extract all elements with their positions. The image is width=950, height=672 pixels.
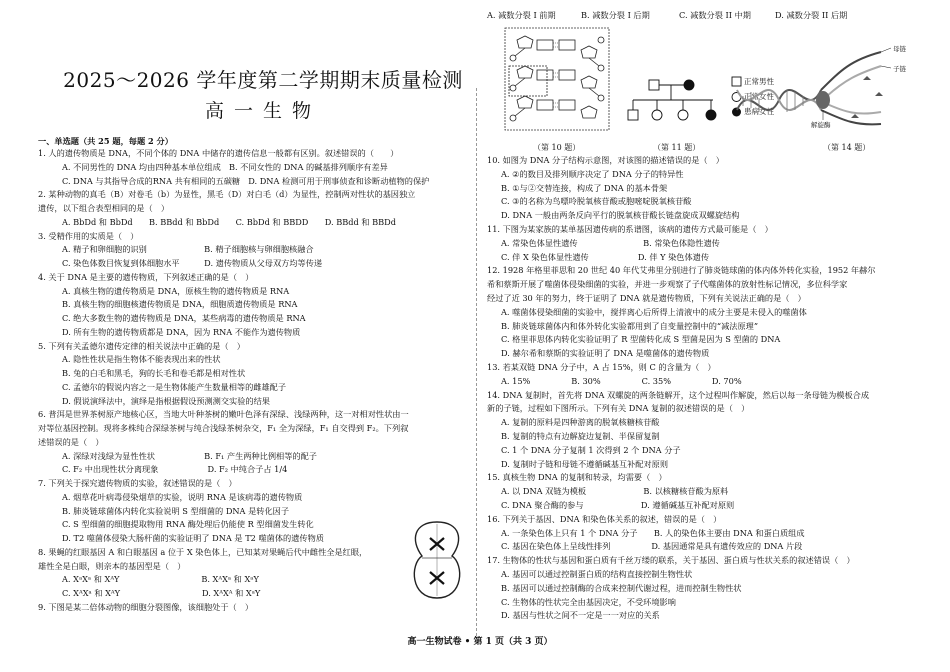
dna-label-parent-strand: 母链 bbox=[893, 45, 906, 53]
question-text: 1. 人的遗传物质是 DNA，不同个体的 DNA 中储存的遗传信息一般都有区别。叙述错误的（ ） bbox=[38, 148, 399, 158]
question-text: 10. 如图为 DNA 分子结构示意图，对该图的描述错误的是（ ） bbox=[487, 155, 724, 165]
answer-option: C. 生物体的性状完全由基因决定，不受环境影响 bbox=[501, 596, 676, 607]
question-text: 17. 生物体的性状与基因和蛋白质有千丝万缕的联系，关于基因、蛋白质与性状关系的叙述错误（ ） bbox=[487, 555, 855, 566]
question-text: 13. 若某双链 DNA 分子中，A 占 15%，则 C 的含量为（ ） bbox=[487, 362, 716, 372]
answer-option: D. 基因与性状之间不一定是一一对应的关系 bbox=[501, 610, 660, 621]
q9-option-c: C. 减数分裂 II 中期 bbox=[679, 10, 751, 20]
answer-option: B. 真核生物的细胞核遗传物质是 DNA，细胞质遗传物质是 RNA bbox=[62, 299, 298, 310]
answer-option: A. 隐性性状是指生物体不能表现出来的性状 bbox=[62, 354, 221, 365]
answer-option: B. ①与②交替连接，构成了 DNA 的基本骨架 bbox=[501, 182, 668, 193]
question-text: 述错误的是（ ） bbox=[38, 436, 104, 447]
answer-option: C. XᴬXᵃ 和 XᴬY D. XᴬXᴬ 和 XᵃY bbox=[62, 588, 261, 598]
question-text: 2. 某种动物的真毛（B）对卷毛（b）为显性，黑毛（D）对白毛（d）为显性，控制两对性状的基因独立 bbox=[38, 189, 416, 200]
question-text: 14. DNA 复制时，首先将 DNA 双螺旋的两条链解开，这个过程叫作解旋，然后以每一条母链为模板合成 bbox=[487, 389, 870, 400]
question-text: 11. 下图为某家族的某单基因遗传病的系谱图，该病的遗传方式最可能是（ ） bbox=[487, 224, 773, 234]
answer-option: D. DNA 一般由两条反向平行的脱氧核苷酸长链盘旋成双螺旋结构 bbox=[501, 210, 740, 221]
legend-affected-female: 患病女性 bbox=[744, 107, 774, 116]
question-text: 8. 果蝇的红眼基因 A 和白眼基因 a 位于 X 染色体上，已知某对果蝇后代中雌性全是红眼， bbox=[38, 546, 368, 557]
answer-option: A. 常染色体显性遗传 B. 常染色体隐性遗传 bbox=[501, 237, 720, 248]
exam-title: 2025～2026 学年度第二学期期末质量检测 bbox=[63, 68, 463, 92]
question-text: 6. 普洱是世界茶树原产地核心区，当地大叶种茶树的嫩叶色泽有深绿、浅绿两种，这一对相对性状由一 bbox=[38, 409, 409, 420]
question-text: 5. 下列有关孟德尔遗传定律的相关说法中正确的是（ ） bbox=[38, 340, 245, 351]
answer-option: C. 伴 X 染色体显性遗传 D. 伴 Y 染色体遗传 bbox=[501, 251, 710, 262]
question-text: 新的子链，过程如下图所示。下列有关 DNA 复制的叙述错误的是（ ） bbox=[487, 403, 750, 414]
dna-label-helicase: 解旋酶 bbox=[811, 121, 831, 129]
answer-option: C. 染色体数目恢复到体细胞水平 D. 遗传物质从父母双方均等传递 bbox=[62, 258, 323, 268]
page-footer: 高一生物试卷 • 第 1 页（共 3 页） bbox=[407, 637, 553, 647]
answer-option: A. 精子和卵细胞的识别 B. 精子细胞核与卵细胞核融合 bbox=[62, 244, 314, 255]
legend-normal-male: 正常男性 bbox=[744, 77, 774, 86]
answer-option: C. F₂ 中出现性状分离现象 D. F₂ 中纯合子占 1/4 bbox=[62, 464, 288, 475]
answer-option: C. ③的名称为鸟嘌呤脱氧核苷酸或胞嘧啶脱氧核苷酸 bbox=[501, 196, 692, 207]
q9-option-b: B. 减数分裂 I 后期 bbox=[581, 10, 650, 20]
answer-option: A. 真核生物的遗传物质是 DNA，原核生物的遗传物质是 RNA bbox=[62, 285, 290, 296]
answer-option: A. BbDd 和 BbDd B. BBdd 和 BbDd C. BbDd 和 BBDD D. BBdd 和 BBDd bbox=[62, 216, 396, 227]
answer-option: B. 肺炎链球菌体内转化实验说明 S 型细菌的 DNA 是转化因子 bbox=[62, 505, 290, 516]
q9-option-d: D. 减数分裂 II 后期 bbox=[775, 10, 848, 20]
answer-option: C. 孟德尔的假说内容之一是生物体能产生数量相等的雌雄配子 bbox=[62, 381, 287, 392]
legend-normal-female: 正常女性 bbox=[744, 92, 774, 101]
answer-option: A. 一条染色体上只有 1 个 DNA 分子 B. 人的染色体主要由 DNA 和蛋白质组成 bbox=[501, 527, 805, 538]
answer-option: A. 不同男性的 DNA 均由四种基本单位组成 B. 不同女性的 DNA 的碱基排列顺序有差异 bbox=[62, 161, 388, 172]
subject-title: 高一生物 bbox=[204, 100, 321, 122]
answer-option: C. 1 个 DNA 分子复制 1 次得到 2 个 DNA 分子 bbox=[501, 444, 681, 455]
answer-option: C. S 型细菌的细胞提取物用 RNA 酶处理后仍能使 R 型细菌发生转化 bbox=[62, 519, 314, 530]
answer-option: D. 假说演绎法中，演绎是指根据假设预测测交实验的结果 bbox=[62, 395, 270, 406]
question-text: 3. 受精作用的实质是（ ） bbox=[38, 230, 139, 241]
answer-option: A. ②的数目及排列顺序决定了 DNA 分子的特异性 bbox=[501, 168, 684, 179]
question-text: 12. 1928 年格里菲思和 20 世纪 40 年代艾弗里分别进行了肺炎链球菌的体内体外转化实验，1952 年赫尔 bbox=[487, 265, 876, 276]
answer-option: D. T2 噬菌体侵染大肠杆菌的实验证明了 DNA 是 T2 噬菌体的遗传物质 bbox=[62, 533, 324, 543]
answer-option: C. DNA 与其指导合成的RNA 共有相同的五碳糖 D. DNA 检测可用于刑事侦查和诊断动植物的保护 bbox=[62, 175, 430, 186]
answer-option: C. 基因在染色体上呈线性排列 D. 基因通常是具有遗传效应的 DNA 片段 bbox=[501, 541, 803, 552]
answer-option: C. 格里菲思体内转化实验证明了 R 型菌转化成 S 型菌是因为 S 型菌的 DNA bbox=[501, 334, 781, 345]
question-text: 对等位基因控制。现将多株纯合深绿茶树与纯合浅绿茶树杂交，F₁ 全为深绿，F₁ 自交得到 F₂。下列叙 bbox=[38, 423, 409, 433]
answer-option: D. 所有生物的遗传物质都是 DNA，因为 RNA 不能作为遗传物质 bbox=[62, 326, 301, 337]
figure-caption-q10: （第 10 题） bbox=[533, 143, 581, 152]
question-text: 15. 真核生物 DNA 的复制和转录，均需要（ ） bbox=[487, 472, 667, 483]
answer-option: B. 基因可以通过控制酶的合成来控制代谢过程，进而控制生物性状 bbox=[501, 582, 742, 593]
question-text: 雄性全是白眼，则亲本的基因型是（ ） bbox=[38, 560, 186, 571]
figure-caption-q11: （第 11 题） bbox=[653, 143, 701, 152]
answer-option: D. 赫尔希和蔡斯的实验证明了 DNA 是噬菌体的遗传物质 bbox=[501, 348, 710, 359]
dna-label-daughter-strand: 子链 bbox=[893, 65, 906, 73]
answer-option: A. 基因可以通过控制蛋白质的结构直接控制生物性状 bbox=[501, 569, 693, 579]
dna-structure-figure bbox=[503, 26, 611, 134]
answer-option: A. 复制的原料是四种游离的脱氧核糖核苷酸 bbox=[501, 417, 660, 428]
answer-option: C. DNA 聚合酶的参与 D. 遵循碱基互补配对原则 bbox=[501, 500, 735, 510]
question-text: 9. 下图是某二倍体动物的细胞分裂图像，该细胞处于（ ） bbox=[38, 601, 254, 612]
question-text: 7. 下列关于探究遗传物质的实验，叙述错误的是（ ） bbox=[38, 478, 237, 488]
answer-option: C. 绝大多数生物的遗传物质是 DNA，某些病毒的遗传物质是 RNA bbox=[62, 313, 306, 323]
question-text: 经过了近 30 年的努力，终于证明了 DNA 就是遗传物质，下列有关说法正确的是（ ） bbox=[487, 293, 806, 303]
answer-option: B. 兔的白毛和黑毛，狗的长毛和卷毛都是相对性状 bbox=[62, 368, 246, 378]
question-text: 4. 关于 DNA 是主要的遗传物质，下列叙述正确的是（ ） bbox=[38, 271, 254, 282]
figure-caption-q14: （第 14 题） bbox=[823, 143, 871, 152]
answer-option: A. XᵃXᵃ 和 XᴬY B. XᴬXᵃ 和 XᵃY bbox=[62, 574, 259, 585]
answer-option: D. 复制时子链和母链不遵循碱基互补配对原则 bbox=[501, 458, 669, 469]
answer-option: A. 15% B. 30% C. 35% D. 70% bbox=[501, 375, 742, 386]
answer-option: B. 肺炎链球菌体内和体外转化实验都用到了自变量控制中的“减法原理” bbox=[501, 320, 759, 331]
answer-option: A. 深绿对浅绿为显性性状 B. F₁ 产生两种比例相等的配子 bbox=[62, 450, 317, 461]
answer-option: B. 复制的特点有边解旋边复制、半保留复制 bbox=[501, 431, 660, 441]
answer-option: A. 烟草花叶病毒侵染烟草的实验，说明 RNA 是该病毒的遗传物质 bbox=[62, 491, 303, 502]
cell-division-figure bbox=[408, 518, 466, 602]
section-heading: 一、单选题（共 25 题，每题 2 分） bbox=[38, 136, 173, 146]
pedigree-figure bbox=[625, 76, 725, 134]
question-text: 遗传，以下组合表型相同的是（ ） bbox=[38, 203, 170, 213]
answer-option: A. 以 DNA 双链为模板 B. 以核糖核苷酸为原料 bbox=[501, 486, 729, 497]
question-text: 希和蔡斯开展了噬菌体侵染细菌的实验，并进一步观察了子代噬菌体的放射性标记情况，多位科学家 bbox=[487, 279, 848, 290]
column-divider bbox=[476, 88, 477, 636]
answer-option: A. 噬菌体侵染细菌的实验中，搅拌离心后所得上清液中的成分主要是未侵入的噬菌体 bbox=[501, 306, 807, 317]
question-text: 16. 下列关于基因、DNA 和染色体关系的叙述，错误的是（ ） bbox=[487, 513, 722, 524]
q9-option-a: A. 减数分裂 I 前期 bbox=[487, 10, 556, 20]
